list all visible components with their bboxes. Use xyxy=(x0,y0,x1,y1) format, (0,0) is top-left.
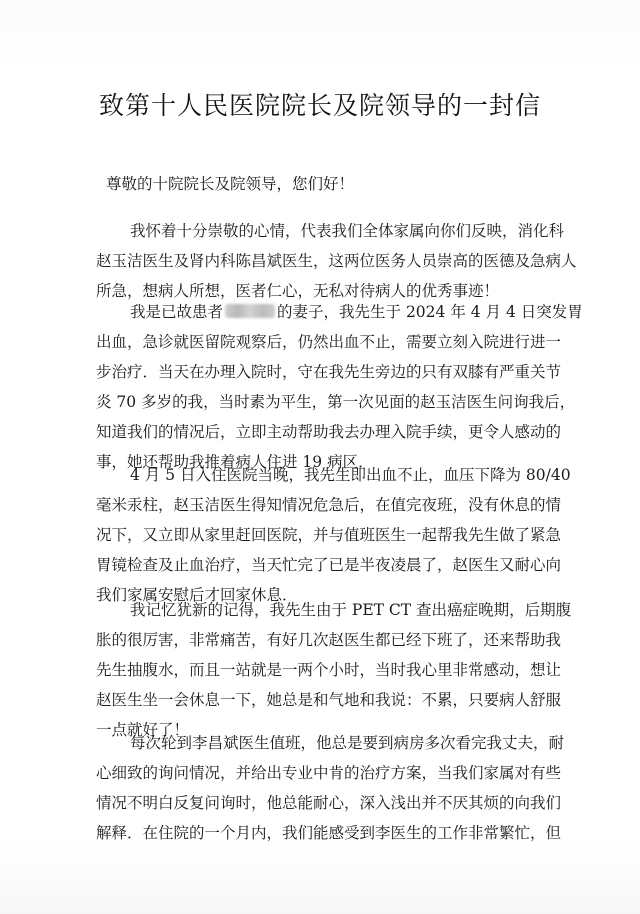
paragraph-line: 步治疗．当天在办理入院时，守在我先生旁边的只有双膝有严重关节 xyxy=(96,363,562,381)
redacted-name-blur xyxy=(225,304,275,318)
paragraph-line: 赵医生坐一会休息一下，她总是和气地和我说：不累，只要病人舒服 xyxy=(96,691,562,709)
paragraph-4 xyxy=(96,595,572,745)
paragraph-line: 毫米汞柱，赵玉洁医生得知情况危急后，在值完夜班，没有休息的情 xyxy=(96,496,562,514)
paragraph-line: 炎 70 多岁的我，当时素为平生，第一次见面的赵玉洁医生问询我后， xyxy=(96,393,576,411)
patient-intro-text: 我是已故患者 xyxy=(130,303,224,321)
paragraph-3 xyxy=(96,460,571,610)
paragraph-line: 一点就好了！ xyxy=(96,721,190,739)
paragraph-line: 所急，想病人所想，医者仁心，无私对待病人的优秀事迹！ xyxy=(96,282,500,300)
paragraph-line: 每次轮到李昌斌医生值班，他总是要到病房多次看完我丈夫，耐 xyxy=(130,734,565,752)
letter-title: 致第十人民医院院长及院领导的一封信 xyxy=(98,91,541,120)
paragraph-line: 我记忆犹新的记得，我先生由于 PET CT 查出癌症晚期，后期腹 xyxy=(130,601,572,619)
paragraph-line: 我怀着十分崇敬的心情，代表我们全体家属向你们反映，消化科 xyxy=(130,222,565,240)
paragraph-line: 4 月 5 日入住医院当晚，我先生即出血不止，血压下降为 80/40 xyxy=(130,466,571,484)
patient-intro-continuation: 的妻子，我先生于 2024 年 4 月 4 日突发胃 xyxy=(277,303,583,321)
paragraph-line xyxy=(96,297,583,327)
paragraph-2 xyxy=(96,297,583,477)
paragraph-1 xyxy=(96,216,577,306)
paragraph-line: 况下，又立即从家里赶回医院，并与值班医生一起帮我先生做了紧急 xyxy=(96,526,562,544)
salutation: 尊敬的十院院长及院领导，您们好！ xyxy=(106,175,355,193)
paragraph-line: 出血，急诊就医留院观察后，仍然出血不止，需要立刻入院进行进一 xyxy=(96,333,562,351)
paragraph-line: 知道我们的情况后，立即主动帮助我去办理入院手续，更令人感动的 xyxy=(96,423,562,441)
paragraph-line: 我们家属安慰后才回家休息． xyxy=(96,586,298,604)
paragraph-line: 先生抽腹水，而且一站就是一两个小时，当时我心里非常感动，想让 xyxy=(96,661,562,679)
paragraph-line: 赵玉洁医生及肾内科陈昌斌医生，这两位医务人员崇高的医德及急病人 xyxy=(96,252,577,270)
paragraph-line: 情况不明白反复问询时，他总能耐心，深入浅出并不厌其烦的向我们 xyxy=(96,794,562,812)
paragraph-line: 解释．在住院的一个月内，我们能感受到李医生的工作非常繁忙，但 xyxy=(96,824,562,842)
paragraph-line: 心细致的询问情况，并给出专业中肯的治疗方案，当我们家属对有些 xyxy=(96,764,562,782)
paragraph-line: 事，她还帮助我推着病人住进 19 病区． xyxy=(96,453,374,471)
paragraph-line: 胃镜检查及止血治疗，当天忙完了已是半夜凌晨了，赵医生又耐心向 xyxy=(96,556,562,574)
paragraph-5 xyxy=(96,728,566,848)
paragraph-line: 胀的很厉害，非常痛苦，有好几次赵医生都已经下班了，还来帮助我 xyxy=(96,631,562,649)
